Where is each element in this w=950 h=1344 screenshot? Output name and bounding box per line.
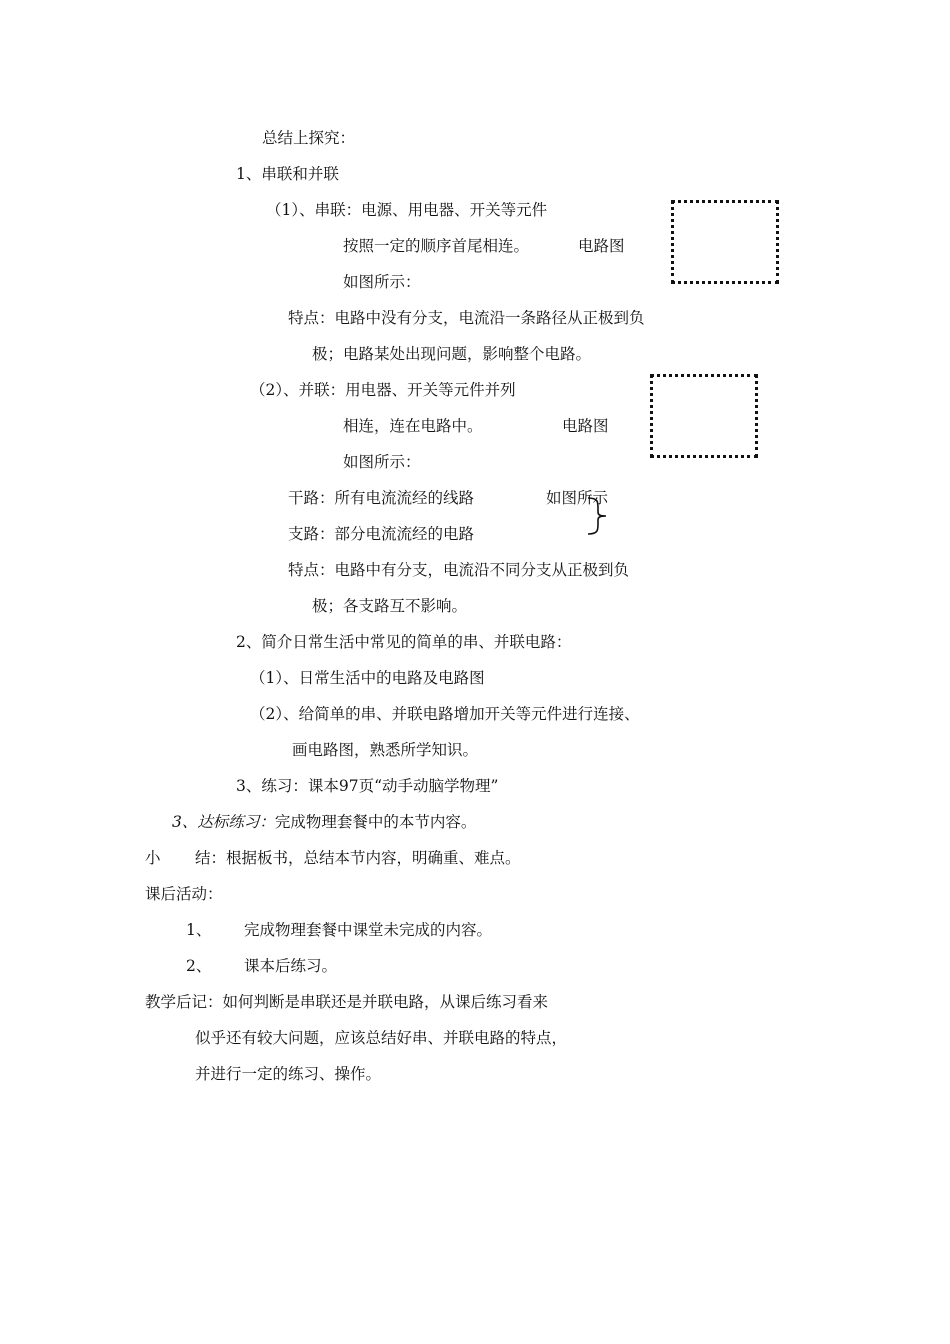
target-practice — [172, 812, 476, 832]
parallel-feature-line2: 极；各支路互不影响。 — [312, 597, 468, 615]
section3-exercise: 3、练习：课本97页“动手动脑学物理” — [236, 777, 499, 795]
after-class-item1-num: 1、 — [186, 921, 212, 939]
parallel-line1: （2）、并联：用电器、开关等元件并列 — [250, 381, 516, 399]
target-practice-text: 完成物理套餐中的本节内容。 — [274, 813, 477, 831]
summary-label-b — [195, 848, 521, 868]
section1-title: 1、串联和并联 — [236, 165, 339, 183]
trunk-note: 如图所示 — [546, 489, 609, 507]
branch-definition: 支路：部分电流流经的电路 — [288, 525, 475, 543]
summary-label-b-text: 结： — [195, 849, 227, 867]
series-circuit-diagram-placeholder — [671, 200, 779, 284]
target-practice-label: 3、达标练习： — [172, 813, 275, 831]
after-class-title: 课后活动： — [145, 885, 223, 903]
reflection-line1: 教学后记：如何判断是串联还是并联电路，从课后练习看来 — [145, 993, 549, 1011]
section2-item1: （1）、日常生活中的电路及电路图 — [250, 669, 485, 687]
parallel-circuit-diagram-placeholder — [650, 374, 758, 458]
reflection-line3: 并进行一定的练习、操作。 — [195, 1065, 382, 1083]
after-class-item2-num: 2、 — [186, 957, 212, 975]
trunk-definition: 干路：所有电流流经的线路 — [288, 489, 475, 507]
reflection-line2: 似乎还有较大问题，应该总结好串、并联电路的特点， — [195, 1029, 568, 1047]
section2-item2-line2: 画电路图，熟悉所学知识。 — [292, 741, 479, 759]
series-diagram-label: 电路图 — [578, 237, 625, 255]
after-class-item2-text: 课本后练习。 — [244, 957, 338, 975]
section2-item2-line1: （2）、给简单的串、并联电路增加开关等元件进行连接、 — [250, 705, 640, 723]
after-class-item1-text: 完成物理套餐中课堂未完成的内容。 — [244, 921, 493, 939]
curly-brace-icon — [584, 496, 612, 536]
series-feature-line1: 特点：电路中没有分支，电流沿一条路径从正极到负 — [288, 309, 645, 327]
parallel-line2: 相连，连在电路中。 — [343, 417, 483, 435]
parallel-line3: 如图所示： — [343, 453, 421, 471]
summary-label-a: 小 — [145, 849, 161, 867]
series-line1: （1）、串联：电源、用电器、开关等元件 — [266, 201, 548, 219]
summary-heading: 总结上探究： — [262, 129, 356, 147]
parallel-diagram-label: 电路图 — [562, 417, 609, 435]
section2-title: 2、简介日常生活中常见的简单的串、并联电路： — [236, 633, 572, 651]
series-feature-line2: 极；电路某处出现问题，影响整个电路。 — [312, 345, 592, 363]
parallel-feature-line1: 特点：电路中有分支，电流沿不同分支从正极到负 — [288, 561, 630, 579]
series-line3: 如图所示： — [343, 273, 421, 291]
series-line2: 按照一定的顺序首尾相连。 — [343, 237, 530, 255]
summary-text: 根据板书，总结本节内容，明确重、难点。 — [226, 849, 521, 867]
